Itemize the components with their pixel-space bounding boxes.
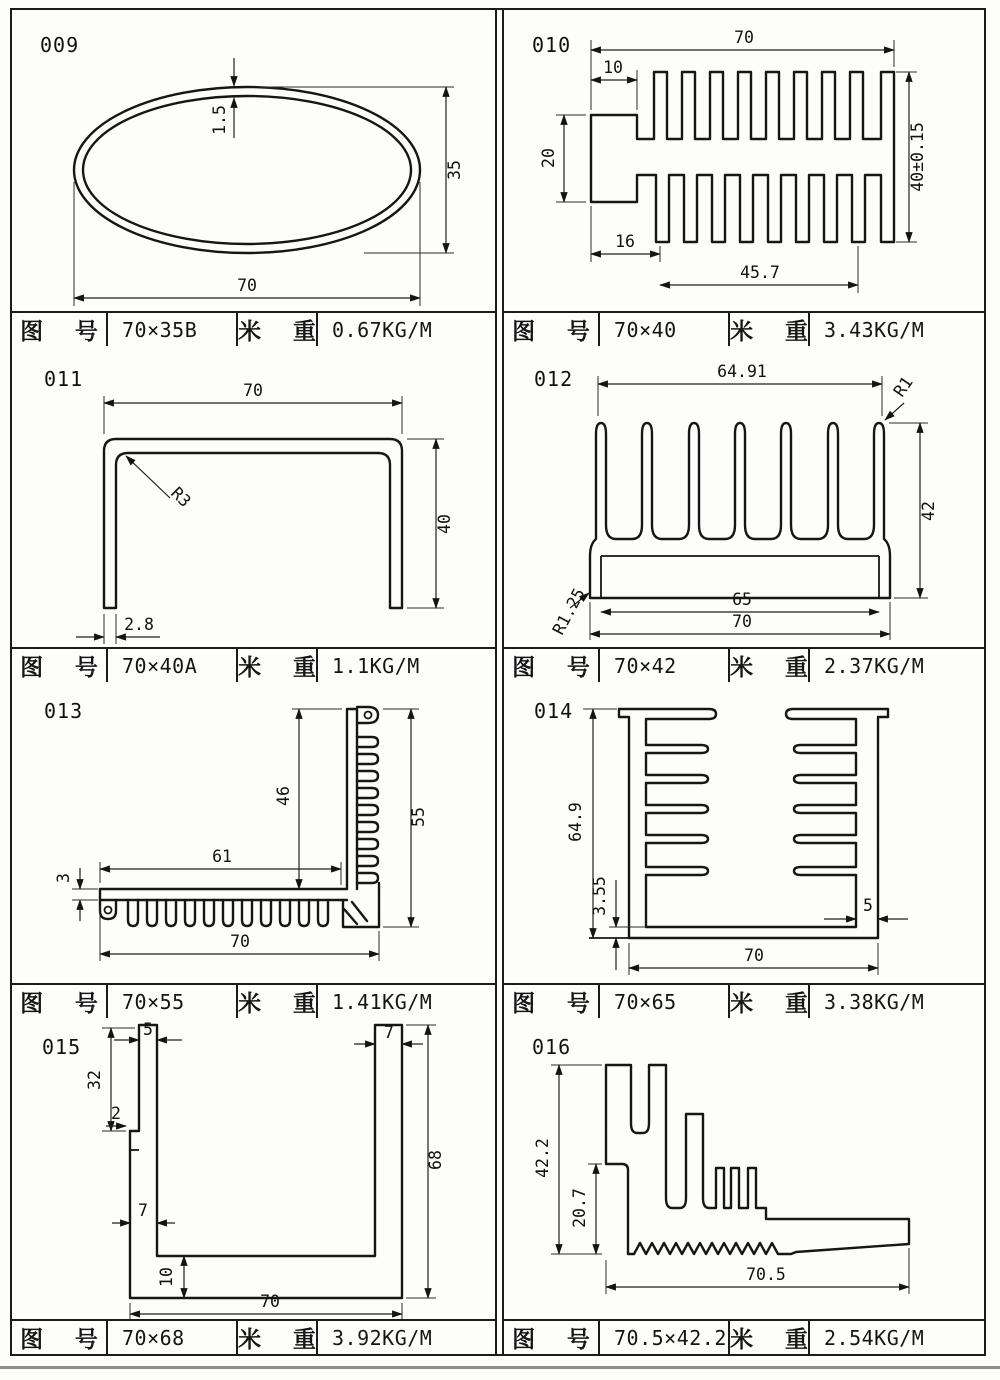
weight-label xyxy=(236,649,316,682)
profile-drawing-014 xyxy=(504,682,984,983)
dim-width-label: 70 xyxy=(260,1292,280,1311)
weight-value: 1.41KG/M xyxy=(316,985,495,1018)
drawing-number: 014 xyxy=(534,699,574,723)
dim-height-label: 40±0.15 xyxy=(908,122,927,192)
dim-height-label: 35 xyxy=(445,160,464,180)
figure-no-label xyxy=(504,985,598,1018)
dim-wall-label: 2.8 xyxy=(124,615,154,634)
figure-no-label xyxy=(504,1321,598,1354)
figure-no-label xyxy=(12,313,106,346)
profile-outline xyxy=(74,87,420,253)
profile-card-009 xyxy=(12,10,495,311)
figure-no-value: 70.5×42.2 xyxy=(598,1321,728,1354)
profile-outline xyxy=(590,423,890,598)
weight-value: 2.54KG/M xyxy=(808,1321,984,1354)
figure-no-value: 70×35B xyxy=(106,313,236,346)
drawing-number: 011 xyxy=(44,367,84,391)
dimensions xyxy=(539,28,927,293)
profile-drawing-016 xyxy=(504,1018,984,1319)
dim-stem-bottom-label: 16 xyxy=(615,232,635,251)
dim-wall-label: 1.5 xyxy=(210,105,229,135)
dimensions xyxy=(76,381,454,644)
weight-label-text: 米 重 xyxy=(238,991,316,1016)
dim-tip-radius-label: R1 xyxy=(889,373,917,401)
weight-value: 3.38KG/M xyxy=(808,985,984,1018)
profile-drawing-013 xyxy=(12,682,495,983)
profile-outline xyxy=(589,709,888,938)
dimensions xyxy=(566,709,908,975)
profile-card-014 xyxy=(504,682,984,983)
figure-no-label-text: 图 号 xyxy=(512,319,590,344)
dim-arm-span-label: 61 xyxy=(212,847,232,866)
profile-drawing-012 xyxy=(504,346,984,647)
dim-height-label: 55 xyxy=(409,807,428,827)
dim-upper-height-label: 32 xyxy=(85,1070,104,1090)
dim-step-height-label: 20.7 xyxy=(570,1188,589,1228)
info-bar-009 xyxy=(12,311,495,346)
dim-wall-label: 7 xyxy=(138,1201,148,1220)
info-bar-013 xyxy=(12,983,495,1018)
info-bar-015 xyxy=(12,1319,495,1354)
dim-height-label: 40 xyxy=(435,514,454,534)
weight-label xyxy=(236,985,316,1018)
dim-notch-label: 5 xyxy=(143,1020,153,1039)
dim-step-label: 2 xyxy=(111,1104,121,1123)
figure-no-label-text: 图 号 xyxy=(512,1327,590,1352)
info-bar-014 xyxy=(504,983,984,1018)
dim-height-label: 64.9 xyxy=(566,802,585,842)
figure-no-label-text: 图 号 xyxy=(20,655,98,680)
profile-drawing-015 xyxy=(12,1018,495,1319)
figure-no-label xyxy=(12,649,106,682)
figure-no-label-text: 图 号 xyxy=(20,319,98,344)
dimensions xyxy=(533,1065,909,1294)
figure-no-label-text: 图 号 xyxy=(20,991,98,1016)
figure-no-value: 70×40A xyxy=(106,649,236,682)
figure-no-label-text: 图 号 xyxy=(512,991,590,1016)
weight-label xyxy=(728,313,808,346)
profile-outline xyxy=(104,439,402,608)
weight-label xyxy=(728,649,808,682)
profile-card-011 xyxy=(12,346,495,647)
dim-base-wall-label: 10 xyxy=(157,1267,176,1287)
dim-fin-span-label: 64.91 xyxy=(717,362,767,381)
weight-label-text: 米 重 xyxy=(238,1327,316,1352)
figure-no-label-text: 图 号 xyxy=(20,1327,98,1352)
weight-label xyxy=(728,1321,808,1354)
figure-no-label xyxy=(12,1321,106,1354)
figure-no-value: 70×40 xyxy=(598,313,728,346)
figure-no-label-text: 图 号 xyxy=(512,655,590,680)
weight-label-text: 米 重 xyxy=(730,991,808,1016)
dim-inner-width-label: 65 xyxy=(732,590,752,609)
info-bar-012 xyxy=(504,647,984,682)
weight-value: 0.67KG/M xyxy=(316,313,495,346)
dim-width-label: 70 xyxy=(732,612,752,631)
weight-value: 3.43KG/M xyxy=(808,313,984,346)
dim-corner-radius-label: R1.25 xyxy=(548,585,589,638)
info-bar-016 xyxy=(504,1319,984,1354)
weight-value: 1.1KG/M xyxy=(316,649,495,682)
figure-no-label xyxy=(504,649,598,682)
weight-label-text: 米 重 xyxy=(730,655,808,680)
dim-width-label: 70 xyxy=(230,932,250,951)
dim-width-label: 70 xyxy=(243,381,263,400)
figure-no-value: 70×68 xyxy=(106,1321,236,1354)
weight-label-text: 米 重 xyxy=(730,319,808,344)
dim-height-label: 68 xyxy=(426,1150,445,1170)
info-bar-011 xyxy=(12,647,495,682)
profile-card-012 xyxy=(504,346,984,647)
dim-fin-height-label: 46 xyxy=(274,786,293,806)
dim-fin-span-label: 45.7 xyxy=(740,263,780,282)
profile-drawing-009 xyxy=(12,10,495,311)
weight-value: 2.37KG/M xyxy=(808,649,984,682)
profile-card-013 xyxy=(12,682,495,983)
drawing-number: 009 xyxy=(40,33,80,57)
sheet xyxy=(10,8,986,1356)
dim-width-label: 70 xyxy=(734,28,754,47)
page-bottom-rule xyxy=(0,1366,1000,1369)
figure-no-label xyxy=(504,313,598,346)
dimensions xyxy=(74,58,464,306)
weight-label-text: 米 重 xyxy=(730,1327,808,1352)
drawing-number: 012 xyxy=(534,367,574,391)
dim-height-label: 42 xyxy=(919,501,938,521)
dim-radius-label: R3 xyxy=(167,483,195,511)
figure-no-label xyxy=(12,985,106,1018)
profile-drawing-011 xyxy=(12,346,495,647)
profile-card-010 xyxy=(504,10,984,311)
profile-outline xyxy=(100,707,379,927)
dim-width-label: 70 xyxy=(744,946,764,965)
drawing-number: 015 xyxy=(42,1035,82,1059)
profile-drawing-010 xyxy=(504,10,984,311)
profile-card-016 xyxy=(504,1018,984,1319)
weight-label xyxy=(728,985,808,1018)
profile-outline xyxy=(591,72,894,242)
weight-value: 3.92KG/M xyxy=(316,1321,495,1354)
info-bar-010 xyxy=(504,311,984,346)
dim-width-label: 70.5 xyxy=(746,1265,786,1284)
weight-label xyxy=(236,313,316,346)
drawing-number: 016 xyxy=(532,1035,572,1059)
dim-base-wall-label: 3.55 xyxy=(590,876,609,916)
figure-no-value: 70×65 xyxy=(598,985,728,1018)
column-divider xyxy=(495,10,504,1354)
dim-stem-top-label: 10 xyxy=(603,58,623,77)
dim-width-label: 70 xyxy=(237,276,257,295)
drawing-number: 013 xyxy=(44,699,84,723)
profile-outline xyxy=(606,1065,909,1254)
figure-no-value: 70×55 xyxy=(106,985,236,1018)
weight-label-text: 米 重 xyxy=(238,655,316,680)
profile-card-015 xyxy=(12,1018,495,1319)
dim-height-label: 42.2 xyxy=(533,1138,552,1178)
weight-label-text: 米 重 xyxy=(238,319,316,344)
dim-stem-height-label: 20 xyxy=(539,148,558,168)
dim-right-wall-label: 7 xyxy=(384,1023,394,1042)
figure-no-value: 70×42 xyxy=(598,649,728,682)
dim-side-wall-label: 5 xyxy=(863,896,873,915)
drawing-number: 010 xyxy=(532,33,572,57)
weight-label xyxy=(236,1321,316,1354)
profile-outline xyxy=(130,1025,402,1298)
dim-base-wall-label: 3 xyxy=(54,873,73,883)
